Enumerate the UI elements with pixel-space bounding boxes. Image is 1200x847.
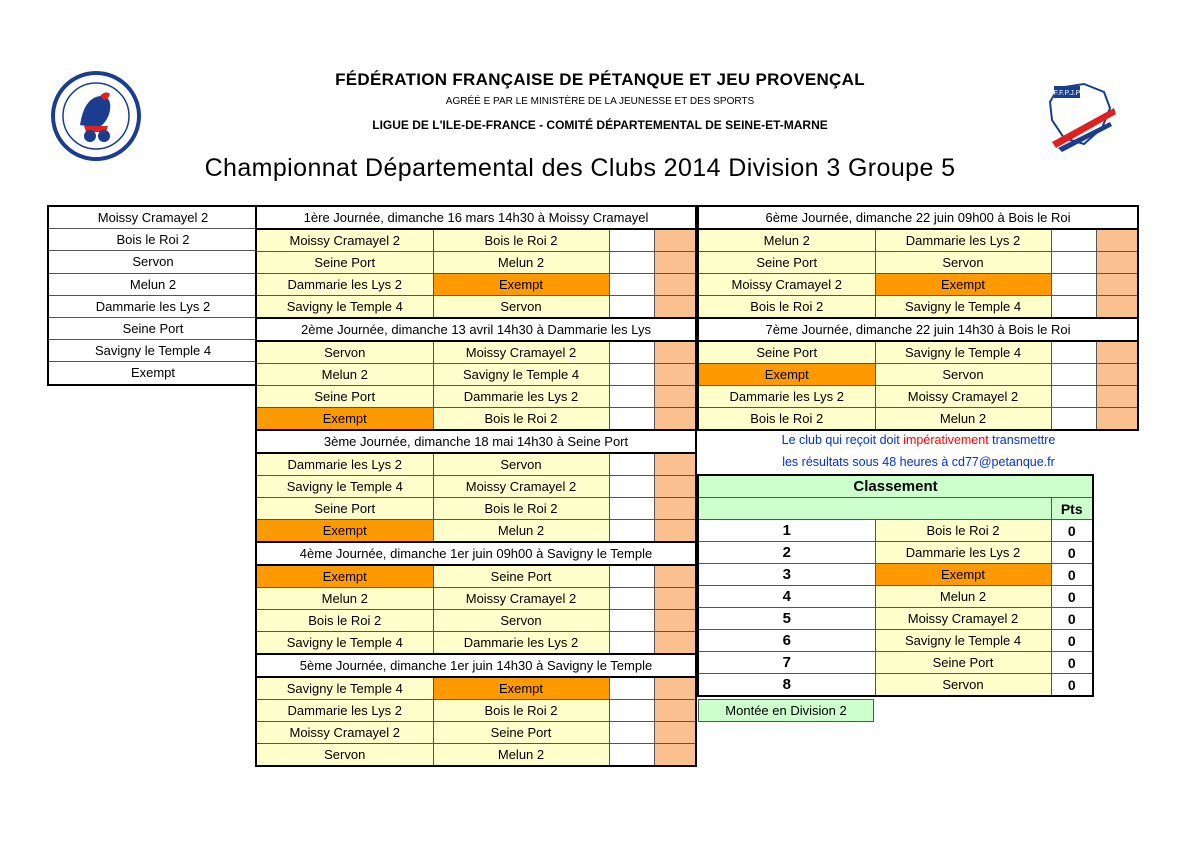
ranking-position: 1	[698, 520, 875, 542]
ranking-position: 5	[698, 608, 875, 630]
ranking-points: 0	[1051, 586, 1093, 608]
match-row	[256, 632, 696, 655]
score-away	[654, 722, 696, 744]
score-away	[654, 408, 696, 431]
score-home	[609, 565, 654, 588]
teams-list	[47, 205, 259, 386]
score-away	[654, 565, 696, 588]
ranking-team: Seine Port	[875, 652, 1051, 674]
matches-table-left	[255, 205, 697, 767]
score-home	[609, 341, 654, 364]
match-row	[256, 274, 696, 296]
away-team: Dammarie les Lys 2	[433, 386, 609, 408]
score-home	[1051, 274, 1096, 296]
home-team: Savigny le Temple 4	[256, 296, 433, 319]
home-team: Savigny le Temple 4	[256, 677, 433, 700]
score-away	[1096, 274, 1138, 296]
score-home	[609, 498, 654, 520]
away-team: Bois le Roi 2	[433, 700, 609, 722]
away-team: Servon	[433, 610, 609, 632]
away-team: Servon	[875, 364, 1051, 386]
match-row	[698, 296, 1138, 319]
home-team: Dammarie les Lys 2	[256, 700, 433, 722]
match-row	[698, 252, 1138, 274]
away-team: Bois le Roi 2	[433, 498, 609, 520]
team-name: Moissy Cramayel 2	[48, 206, 258, 229]
ranking-points: 0	[1051, 564, 1093, 586]
match-row	[698, 341, 1138, 364]
away-team: Savigny le Temple 4	[875, 296, 1051, 319]
match-row	[256, 722, 696, 744]
home-team: Moissy Cramayel 2	[698, 274, 875, 296]
score-home	[609, 476, 654, 498]
results-notice	[697, 429, 1140, 473]
home-team: Seine Port	[256, 252, 433, 274]
score-away	[654, 610, 696, 632]
score-home	[609, 520, 654, 543]
away-team: Melun 2	[433, 252, 609, 274]
match-row	[256, 364, 696, 386]
score-home	[609, 677, 654, 700]
team-row	[48, 206, 258, 229]
home-team: Seine Port	[698, 252, 875, 274]
ranking-row	[698, 542, 1093, 564]
ranking-points: 0	[1051, 674, 1093, 697]
ranking-points: 0	[1051, 652, 1093, 674]
home-team: Savigny le Temple 4	[256, 632, 433, 655]
ranking-row	[698, 652, 1093, 674]
home-team: Servon	[256, 341, 433, 364]
away-team: Moissy Cramayel 2	[433, 476, 609, 498]
team-name: Bois le Roi 2	[48, 229, 258, 251]
score-away	[654, 296, 696, 319]
away-team: Exempt	[433, 274, 609, 296]
ranking-row	[698, 674, 1093, 697]
away-team: Dammarie les Lys 2	[433, 632, 609, 655]
ranking-team: Moissy Cramayel 2	[875, 608, 1051, 630]
score-away	[654, 476, 696, 498]
home-team: Dammarie les Lys 2	[698, 386, 875, 408]
home-team: Moissy Cramayel 2	[256, 229, 433, 252]
match-row	[256, 341, 696, 364]
match-row	[256, 252, 696, 274]
ranking-position: 7	[698, 652, 875, 674]
home-team: Seine Port	[698, 341, 875, 364]
score-home	[1051, 252, 1096, 274]
ranking-row	[698, 608, 1093, 630]
round-header-row	[698, 206, 1138, 229]
round-title: 4ème Journée, dimanche 1er juin 09h00 à Savigny le Temple	[256, 542, 696, 565]
score-home	[609, 274, 654, 296]
ranking-team: Savigny le Temple 4	[875, 630, 1051, 652]
round-title: 7ème Journée, dimanche 22 juin 14h30 à Bois le Roi	[698, 318, 1138, 341]
round-title: 6ème Journée, dimanche 22 juin 09h00 à Bois le Roi	[698, 206, 1138, 229]
away-team: Moissy Cramayel 2	[433, 588, 609, 610]
ranking-position: 3	[698, 564, 875, 586]
home-team: Bois le Roi 2	[698, 296, 875, 319]
team-row	[48, 273, 258, 295]
round-header-row	[256, 206, 696, 229]
score-home	[1051, 341, 1096, 364]
home-team: Savigny le Temple 4	[256, 476, 433, 498]
match-row	[256, 476, 696, 498]
ranking-row	[698, 520, 1093, 542]
ranking-row	[698, 630, 1093, 652]
round-title: 5ème Journée, dimanche 1er juin 14h30 à Savigny le Temple	[256, 654, 696, 677]
score-home	[609, 610, 654, 632]
score-home	[1051, 229, 1096, 252]
round-title: 3ème Journée, dimanche 18 mai 14h30 à Seine Port	[256, 430, 696, 453]
score-home	[609, 632, 654, 655]
score-away	[654, 229, 696, 252]
round-header-row	[256, 430, 696, 453]
page-title: Championnat Départemental des Clubs 2014 Division 3 Groupe 5	[204, 154, 956, 182]
away-team: Servon	[875, 252, 1051, 274]
match-row	[256, 498, 696, 520]
match-row	[698, 408, 1138, 431]
team-row	[48, 340, 258, 362]
ranking-row	[698, 564, 1093, 586]
score-away	[654, 520, 696, 543]
away-team: Moissy Cramayel 2	[875, 386, 1051, 408]
away-team: Melun 2	[875, 408, 1051, 431]
score-away	[1096, 296, 1138, 319]
home-team: Exempt	[256, 565, 433, 588]
match-row	[256, 229, 696, 252]
away-team: Bois le Roi 2	[433, 408, 609, 431]
team-name: Servon	[48, 251, 258, 273]
round-header-row	[698, 318, 1138, 341]
score-away	[654, 453, 696, 476]
home-team: Moissy Cramayel 2	[256, 722, 433, 744]
matches-table-right	[697, 205, 1139, 431]
home-team: Melun 2	[256, 588, 433, 610]
home-team: Seine Port	[256, 498, 433, 520]
home-team: Melun 2	[256, 364, 433, 386]
score-home	[609, 722, 654, 744]
team-row	[48, 362, 258, 385]
match-row	[698, 274, 1138, 296]
home-team: Dammarie les Lys 2	[256, 453, 433, 476]
score-away	[654, 274, 696, 296]
match-row	[256, 296, 696, 319]
ranking-position: 6	[698, 630, 875, 652]
score-home	[609, 700, 654, 722]
away-team: Seine Port	[433, 565, 609, 588]
team-row	[48, 295, 258, 317]
ranking-points: 0	[1051, 520, 1093, 542]
home-team: Bois le Roi 2	[698, 408, 875, 431]
match-row	[256, 565, 696, 588]
match-row	[698, 364, 1138, 386]
home-team: Seine Port	[256, 386, 433, 408]
away-team: Melun 2	[433, 744, 609, 767]
team-row	[48, 317, 258, 339]
score-away	[1096, 341, 1138, 364]
away-team: Servon	[433, 453, 609, 476]
team-name: Dammarie les Lys 2	[48, 295, 258, 317]
score-away	[1096, 252, 1138, 274]
team-name: Seine Port	[48, 317, 258, 339]
federation-name: FÉDÉRATION FRANÇAISE DE PÉTANQUE ET JEU PROVENÇAL	[335, 70, 865, 89]
score-home	[1051, 408, 1096, 431]
notice-emphasis: impérativement	[903, 433, 989, 447]
score-home	[609, 364, 654, 386]
logo-right-text: F.F.P.J.P	[1053, 90, 1081, 97]
score-home	[609, 744, 654, 767]
ranking-points: 0	[1051, 608, 1093, 630]
match-row	[256, 677, 696, 700]
round-header-row	[256, 542, 696, 565]
ranking-position: 2	[698, 542, 875, 564]
ranking-header-blank	[698, 498, 1051, 520]
away-team: Seine Port	[433, 722, 609, 744]
score-away	[654, 386, 696, 408]
notice-text-2: transmettre	[988, 433, 1056, 447]
home-team: Melun 2	[698, 229, 875, 252]
away-team: Exempt	[433, 677, 609, 700]
team-name: Savigny le Temple 4	[48, 340, 258, 362]
ranking-position: 8	[698, 674, 875, 697]
score-home	[1051, 296, 1096, 319]
score-away	[1096, 229, 1138, 252]
ranking-pts-header: Pts	[1051, 498, 1093, 520]
home-team: Dammarie les Lys 2	[256, 274, 433, 296]
score-home	[609, 386, 654, 408]
notice-line-2: les résultats sous 48 heures à cd77@petanque.fr	[782, 455, 1055, 469]
away-team: Savigny le Temple 4	[875, 341, 1051, 364]
ranking-points: 0	[1051, 630, 1093, 652]
away-team: Melun 2	[433, 520, 609, 543]
home-team: Exempt	[256, 408, 433, 431]
ranking-team: Dammarie les Lys 2	[875, 542, 1051, 564]
ranking-team: Servon	[875, 674, 1051, 697]
score-home	[609, 252, 654, 274]
ranking-points: 0	[1051, 542, 1093, 564]
score-away	[654, 700, 696, 722]
score-away	[1096, 386, 1138, 408]
away-team: Moissy Cramayel 2	[433, 341, 609, 364]
score-home	[609, 296, 654, 319]
match-row	[698, 229, 1138, 252]
score-away	[654, 677, 696, 700]
ranking-team: Exempt	[875, 564, 1051, 586]
score-home	[609, 453, 654, 476]
home-team: Exempt	[698, 364, 875, 386]
league-line: LIGUE DE L'ILE-DE-FRANCE - COMITÉ DÉPARTEMENTAL DE SEINE-ET-MARNE	[372, 118, 828, 132]
team-name: Exempt	[48, 362, 258, 385]
score-home	[609, 588, 654, 610]
home-team: Bois le Roi 2	[256, 610, 433, 632]
round-title: 1ère Journée, dimanche 16 mars 14h30 à Moissy Cramayel	[256, 206, 696, 229]
ranking-title: Classement	[698, 475, 1093, 498]
score-home	[1051, 386, 1096, 408]
promotion-label: Montée en Division 2	[698, 699, 874, 722]
score-away	[654, 341, 696, 364]
score-home	[1051, 364, 1096, 386]
away-team: Savigny le Temple 4	[433, 364, 609, 386]
team-row	[48, 229, 258, 251]
score-away	[654, 252, 696, 274]
away-team: Servon	[433, 296, 609, 319]
match-row	[256, 386, 696, 408]
match-row	[256, 610, 696, 632]
score-home	[609, 408, 654, 431]
ranking-team: Melun 2	[875, 586, 1051, 608]
round-title: 2ème Journée, dimanche 13 avril 14h30 à Dammarie les Lys	[256, 318, 696, 341]
round-header-row	[256, 654, 696, 677]
match-row	[698, 386, 1138, 408]
away-team: Bois le Roi 2	[433, 229, 609, 252]
match-row	[256, 744, 696, 767]
away-team: Dammarie les Lys 2	[875, 229, 1051, 252]
match-row	[256, 588, 696, 610]
team-row	[48, 251, 258, 273]
score-away	[654, 744, 696, 767]
ranking-team: Bois le Roi 2	[875, 520, 1051, 542]
home-team: Servon	[256, 744, 433, 767]
ranking-position: 4	[698, 586, 875, 608]
score-away	[654, 632, 696, 655]
round-header-row	[256, 318, 696, 341]
match-row	[256, 408, 696, 431]
ranking-table	[697, 474, 1094, 697]
ranking-row	[698, 586, 1093, 608]
agreement-line: AGRÉÉ E PAR LE MINISTÈRE DE LA JEUNESSE ET DES SPORTS	[445, 96, 755, 107]
score-away	[1096, 408, 1138, 431]
match-row	[256, 453, 696, 476]
score-away	[654, 588, 696, 610]
match-row	[256, 520, 696, 543]
score-home	[609, 229, 654, 252]
team-name: Melun 2	[48, 273, 258, 295]
score-away	[1096, 364, 1138, 386]
match-row	[256, 700, 696, 722]
score-away	[654, 498, 696, 520]
notice-text-1: Le club qui reçoit doit	[781, 433, 904, 447]
score-away	[654, 364, 696, 386]
home-team: Exempt	[256, 520, 433, 543]
away-team: Exempt	[875, 274, 1051, 296]
